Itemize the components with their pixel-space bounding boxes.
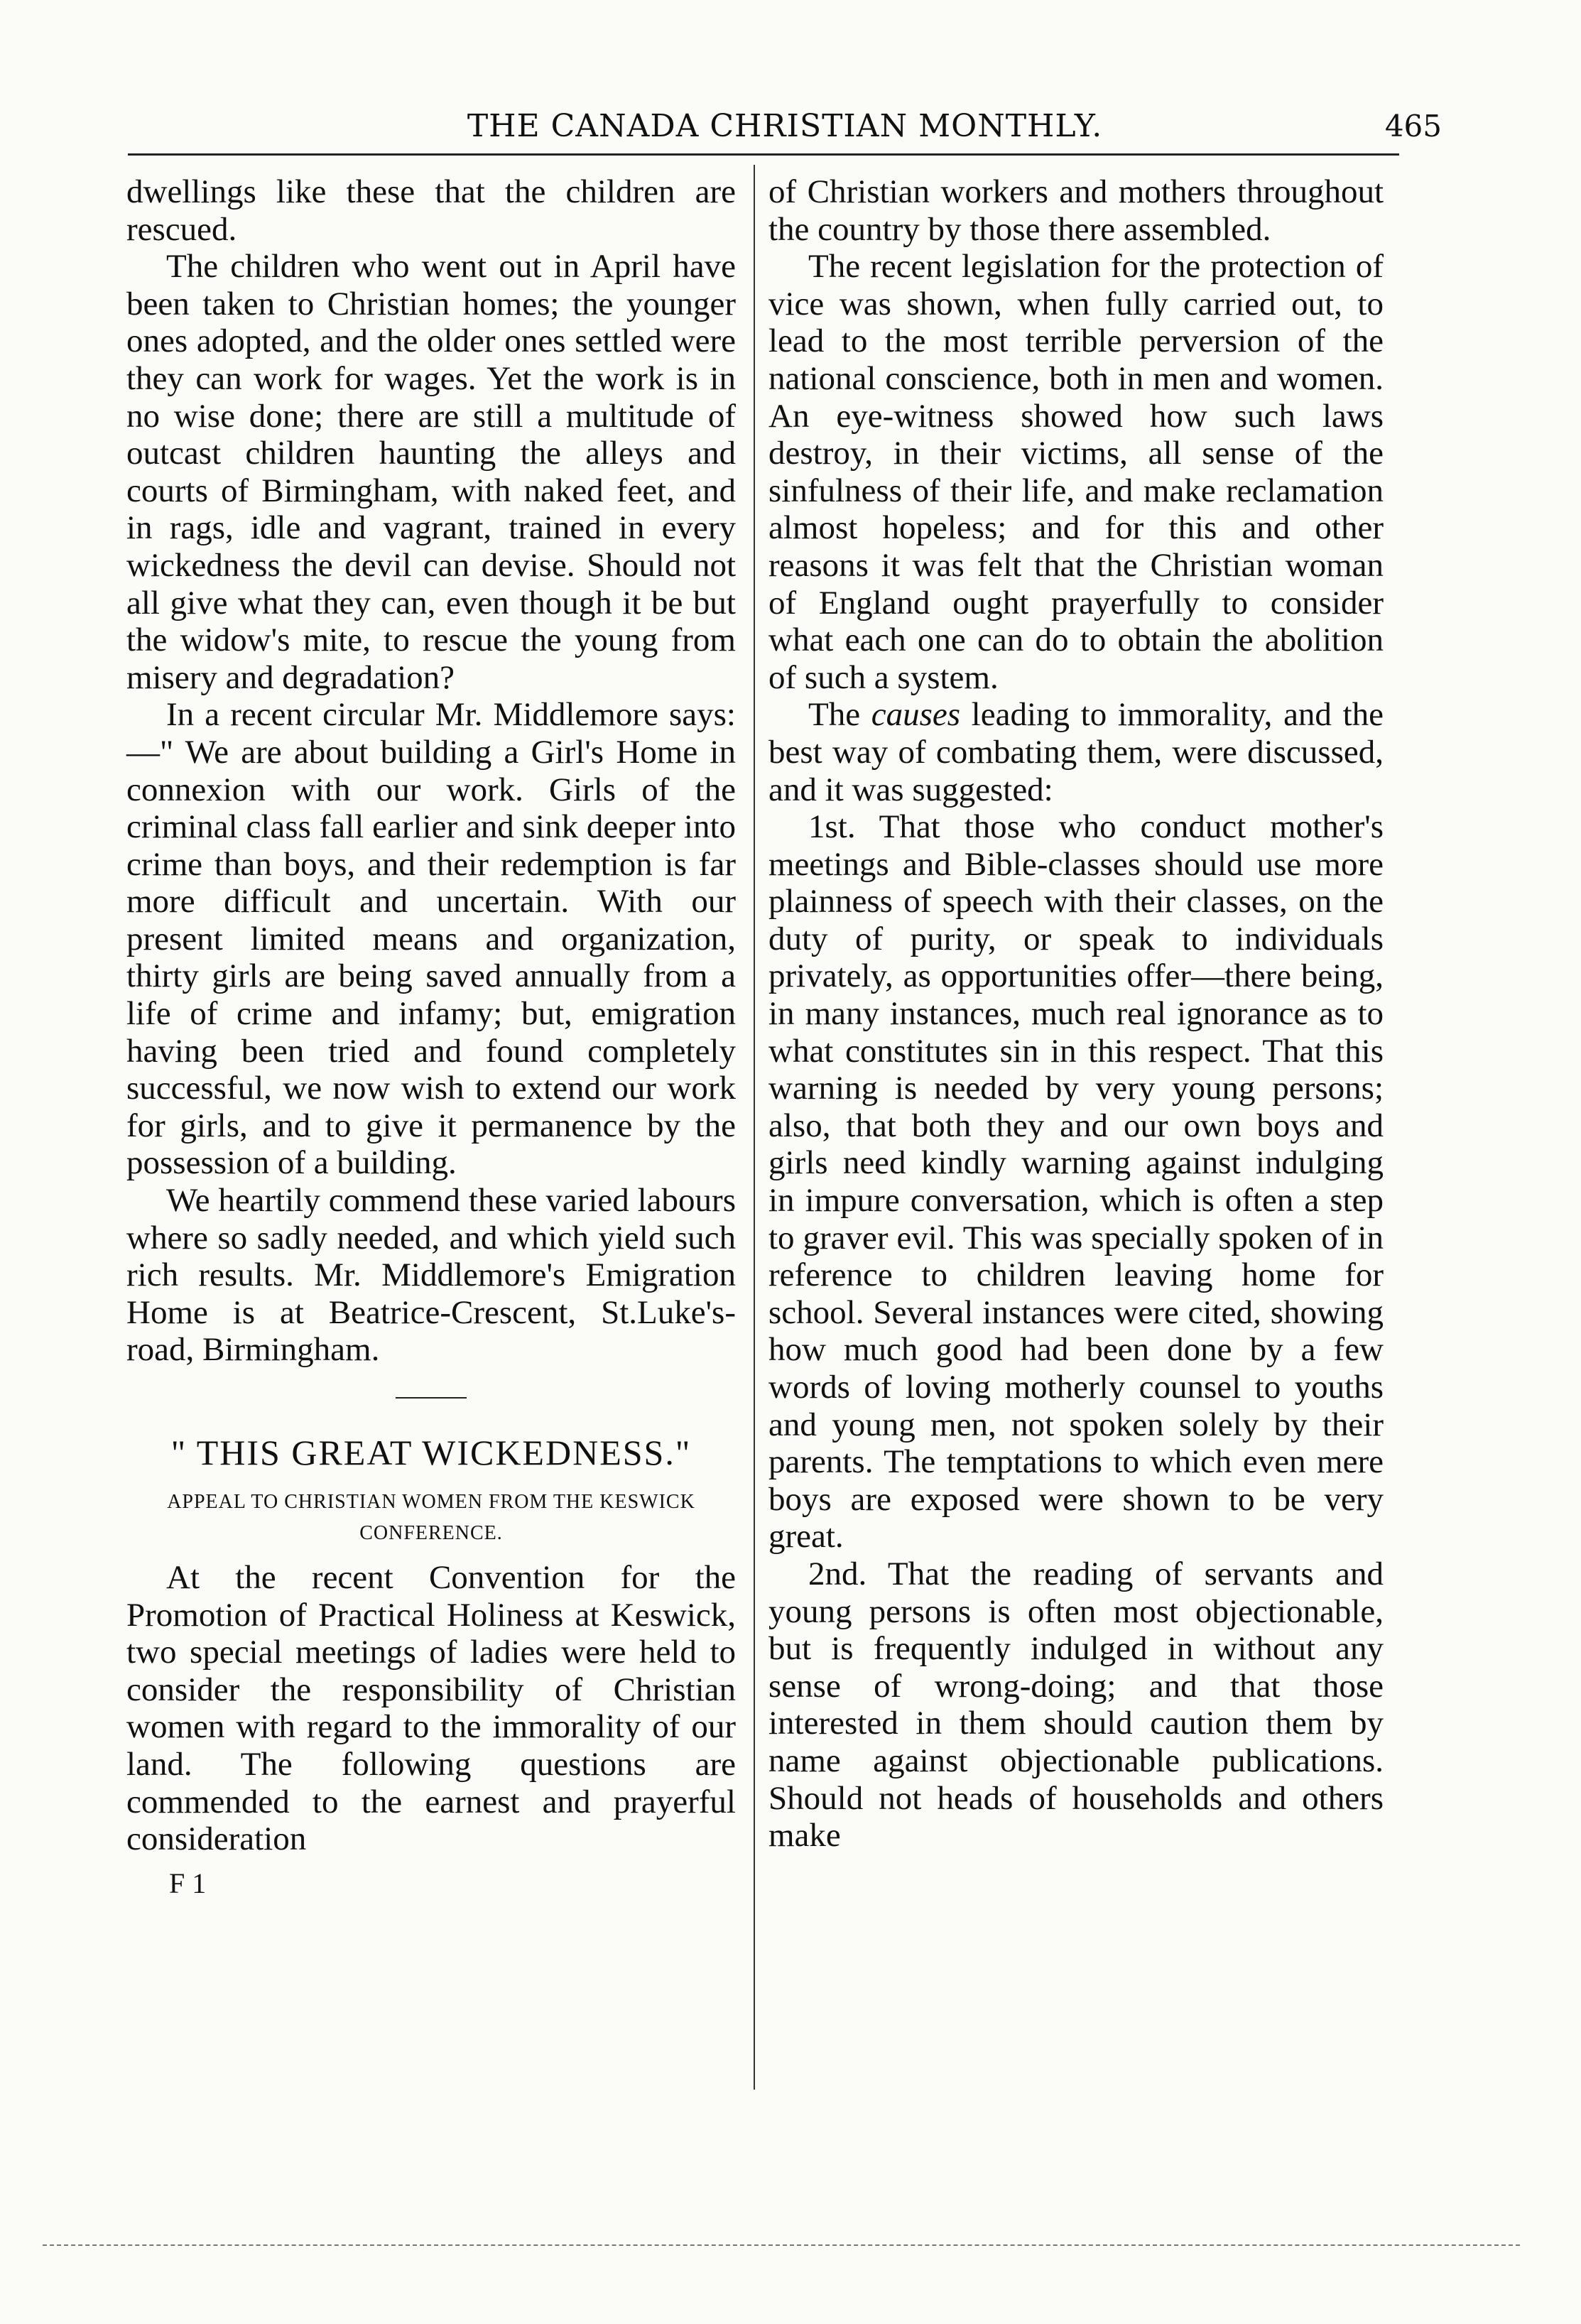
signature-mark: F 1 [169, 1867, 207, 1899]
left-paragraph-5: At the recent Convention for the Promotion of Practical Holiness at Keswick, two special meetings of ladies were held to consider the responsibility of Christian women with regard to the immorality of our land. The following questions are commended to the earnest and prayerful consideration [126, 1559, 736, 1858]
right-paragraph-5: 2nd. That the reading of servants and young persons is often most objectionable, but is frequently indulged in without any sense of wrong-doing; and that those interested in them should caution them by name against objectionable publications. Should not heads of households and others make [768, 1555, 1384, 1855]
left-paragraph-3: In a recent circular Mr. Middlemore says:—" We are about building a Girl's Home in connexion with our work. Girls of the criminal class fall earlier and sink deeper into crime than boys, and their redemption is far more difficult and uncertain. With our present limited means and organization, thirty girls are being saved annually from a life of crime and infamy; but, emigration having been tried and found completely successful, we now wish to extend our work for girls, and to give it permanence by the possession of a building. [126, 696, 736, 1182]
left-paragraph-1: dwellings like these that the children are rescued. [126, 173, 736, 248]
column-divider [754, 165, 755, 2090]
running-title: THE CANADA CHRISTIAN MONTHLY. [467, 108, 1103, 144]
page-number: 465 [1384, 109, 1442, 143]
left-column [126, 173, 736, 1902]
right-paragraph-2: The recent legislation for the protection of vice was shown, when fully carried out, to lead to the most terrible perversion of the national conscience, both in men and women. An eye-witness showed how such laws destroy, in their victims, all sense of the sinfulness of their life, and make reclamation almost hopeless; and for this and other reasons it was felt that the Christian woman of England ought prayerfully to consider what each one can do to obtain the abolition of such a system. [768, 248, 1384, 696]
header-rule [128, 153, 1399, 156]
right-paragraph-3 [768, 696, 1384, 808]
right-paragraph-3-rest: leading to immorality, and the best way of combating them, were discussed, and it was suggested: [768, 696, 1384, 808]
left-paragraph-2: The children who went out in April have been taken to Christian homes; the younger ones adopted, and the older ones settled were they can work for wages. Yet the work is in no wise done; there are still a multitude of outcast children haunting the alleys and courts of Birmingham, with naked feet, and in rags, idle and vagrant, trained in every wickedness the devil can devise. Should not all give what they can, even though it be but the widow's mite, to rescue the young from misery and degradation? [126, 248, 736, 696]
right-paragraph-4: 1st. That those who conduct mother's meetings and Bible-classes should use more plainness of speech with their classes, on the duty of purity, or speak to individuals privately, as opportunities offer—there being, in many instances, much real ignorance as to what constitutes sin in this respect. That this warning is needed by very young persons; also, that both they and our own boys and girls need kindly warning against indulging in impure conversation, which is often a step to graver evil. This was specially spoken of in reference to children leaving home for school. Several instances were cited, showing how much good had been done by a few words of loving motherly counsel to youths and young men, not spoken solely by their parents. The temptations to which even mere boys are exposed were shown to be very great. [768, 808, 1384, 1555]
scan-edge-line [43, 2244, 1520, 2246]
section-title: " THIS GREAT WICKEDNESS." [170, 1433, 692, 1472]
section-divider [396, 1397, 467, 1399]
page-header [128, 105, 1442, 155]
right-paragraph-3-lead: The [808, 696, 871, 734]
left-paragraph-4: We heartily commend these varied labours where so sadly needed, and which yield such rich results. Mr. Middlemore's Emigration Home is at Beatrice-Crescent, St.Luke's-road, Birmingham. [126, 1182, 736, 1369]
section-subtitle: APPEAL TO CHRISTIAN WOMEN FROM THE KESWICK CONFERENCE. [167, 1491, 695, 1544]
right-column [768, 173, 1384, 1855]
right-paragraph-3-italic: causes [871, 696, 961, 734]
right-paragraph-1: of Christian workers and mothers throughout the country by those there assembled. [768, 173, 1384, 248]
